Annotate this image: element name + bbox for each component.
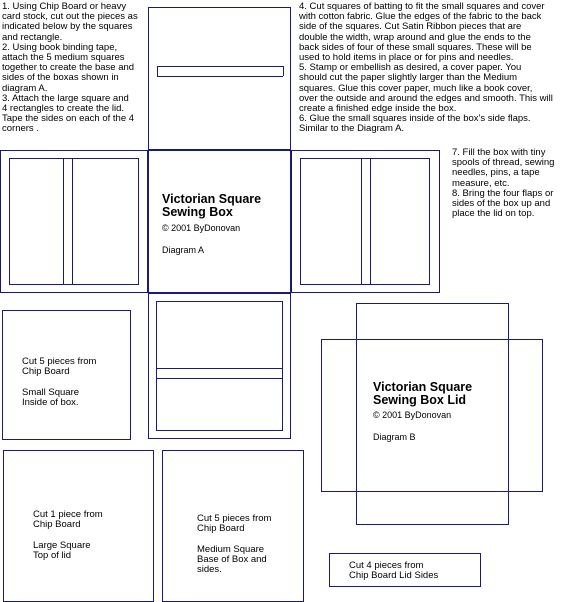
instructions-right: 4. Cut squares of batting to fit the small squares and cover with cotton fabric. Glue the edges of the fabric to the back side of the squares. Cut Satin Ribbon pieces that are double the width, wrap around and glue the ends to the back sides of four of these small squares. These will be used to hold items in place or for pins and needles. 5. Stamp or embellish as desired, a cover paper. You should cut the paper slightly larger than the Medium squares. Glue this cover paper, much like a book cover, over the outside and around the edges and smooth. This will create a finished edge inside the box. 6. Glue the small squares inside of the box's side flaps. Similar to the Diagram A. [299, 1, 553, 135]
diagram-a-title: Victorian Square Sewing Box [162, 192, 262, 219]
right-flap-band-line [370, 158, 371, 285]
diagram-a-top-flap [148, 7, 291, 150]
bottom-flap-band-line [156, 368, 283, 369]
diagram-b-copyright: © 2001 ByDonovan [373, 410, 452, 420]
right-flap-band-line [361, 158, 362, 285]
top-flap-band-line [157, 66, 158, 76]
bottom-flap-inner-panel [156, 301, 283, 431]
instructions-left: 1. Using Chip Board or heavy card stock, cut out the pieces as indicated below by the squares and rectangle. 2. Using book binding tape, attach the 5 medium squares together to create the base and sides of the boxas shown in diagram A. 3. Attach the large square and 4 rectangles to create the lid. Tape the sides on each of the 4 corners . [2, 1, 138, 135]
left-flap-inner-panel [9, 158, 139, 285]
top-flap-band-line [157, 66, 283, 67]
instructions-right-lower: 7. Fill the box with tiny spools of thread, sewing needles, pins, a tape measure, etc. 8. Bring the four flaps or sides of the box up and place the lid on top. [452, 147, 555, 220]
medium-square-text: Cut 5 pieces from Chip Board Medium Square Base of Box and sides. [197, 513, 272, 576]
top-flap-band-line [157, 76, 283, 77]
large-square-text: Cut 1 piece from Chip Board Large Square Top of lid [33, 509, 103, 561]
diagram-a-copyright: © 2001 ByDonovan [162, 223, 241, 233]
bottom-flap-band-line [156, 378, 283, 379]
left-flap-band-line [72, 158, 73, 285]
lid-sides-text: Cut 4 pieces from Chip Board Lid Sides [349, 560, 439, 582]
diagram-a-base-square [148, 150, 291, 293]
diagram-a-label: Diagram A [162, 245, 205, 255]
diagram-b-title: Victorian Square Sewing Box Lid [373, 380, 473, 407]
diagram-b-label: Diagram B [373, 432, 416, 442]
top-flap-band-line [283, 66, 284, 76]
left-flap-band-line [63, 158, 64, 285]
right-flap-inner-panel [300, 158, 430, 285]
small-square-text: Cut 5 pieces from Chip Board Small Square Inside of box. [22, 356, 97, 408]
